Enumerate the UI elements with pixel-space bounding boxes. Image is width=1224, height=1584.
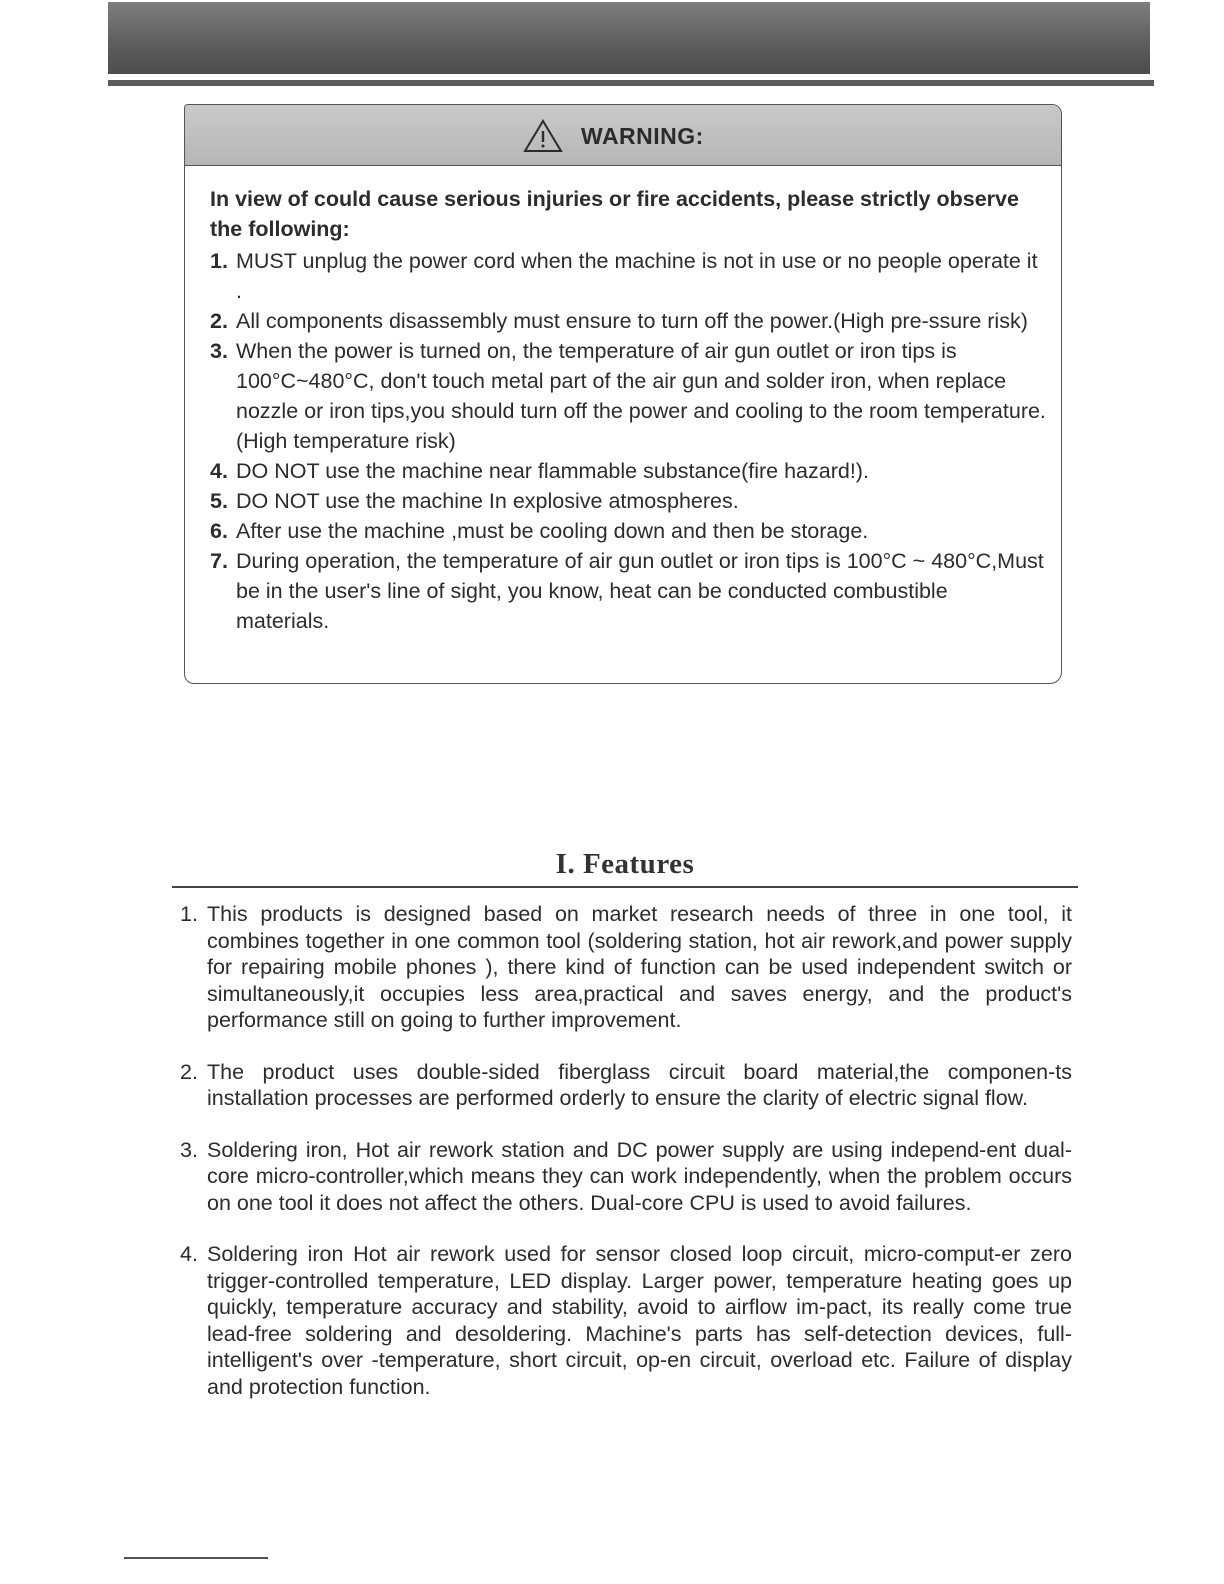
warning-item-number: 7. [210,549,228,573]
features-list [180,901,1072,1425]
features-section-title: I. Features [555,848,695,880]
warning-item-number: 6. [210,519,228,543]
warning-item-number: 2. [210,309,228,333]
warning-item [210,246,1046,306]
warning-item-text: All components disassembly must ensure to turn off the power.(High pre-ssure risk) [236,309,1028,333]
feature-item [180,1137,1072,1217]
warning-item-text: After use the machine ,must be cooling down and then be storage. [236,519,869,543]
warning-item-number: 4. [210,459,228,483]
warning-item [210,486,1046,516]
warning-item-number: 5. [210,489,228,513]
warning-triangle-icon [523,119,563,153]
warning-intro: In view of could cause serious injuries or fire accidents, please strictly observe the following: [210,187,1019,241]
feature-item-text: Soldering iron, Hot air rework station and DC power supply are using independ-ent dual-core micro-controller,which means they can work independently, when the problem occurs on one tool it does not affect the others. Dual-core CPU is used to avoid failures. [207,1137,1072,1215]
feature-item [180,1059,1072,1112]
header-rule [108,80,1154,86]
header-banner [108,2,1150,74]
warning-header [185,105,1061,166]
warning-item [210,306,1046,336]
feature-item-number: 4. [180,1242,198,1266]
warning-item-number: 3. [210,339,228,363]
feature-item-number: 2. [180,1059,198,1084]
warning-item-text: DO NOT use the machine In explosive atmospheres. [236,489,739,513]
warning-body [210,184,1046,636]
warning-item [210,516,1046,546]
feature-item [180,901,1072,1034]
warning-item-text: MUST unplug the power cord when the machine is not in use or no people operate it . [236,249,1038,303]
warning-item-text: DO NOT use the machine near flammable substance(fire hazard!). [236,459,869,483]
warning-item [210,546,1046,636]
warning-item [210,456,1046,486]
feature-item-number: 3. [180,1137,198,1162]
feature-item-number: 1. [180,902,198,926]
features-title-rule [172,886,1078,888]
warning-item-text: During operation, the temperature of air gun outlet or iron tips is 100°C ~ 480°C,Must be in the user's line of sight, you know, heat can be conducted combustible materials. [236,549,1044,633]
warning-title: WARNING: [581,122,704,149]
warning-item-number: 1. [210,249,228,273]
warning-item-text: When the power is turned on, the temperature of air gun outlet or iron tips is 100°C~480°C, don't touch metal part of the air gun and solder iron, when replace nozzle or iron tips,you should turn off the power and cooling to the room temperature.(High temperature risk) [236,339,1046,453]
warning-title-wrap [523,119,704,153]
footnote-rule [124,1557,268,1559]
feature-item [180,1241,1072,1400]
feature-item-text: Soldering iron Hot air rework used for sensor closed loop circuit, micro-comput-er zero trigger-controlled temperature, LED display. Larger power, temperature heating goes up quickly, temperature accuracy and stability, avoid to airflow im-pact, its really come true lead-free soldering and desoldering. Machine's parts has self-detection devices, full-intelligent's over -temperature, short circuit, op-en circuit, overload etc. Failure of display and protection function. [207,1242,1072,1399]
feature-item-text: The product uses double-sided fiberglass circuit board material,the componen-ts installation processes are performed orderly to ensure the clarity of electric signal flow. [207,1059,1072,1110]
feature-item-text: This products is designed based on market research needs of three in one tool, it combines together in one common tool (soldering station, hot air rework,and power supply for repairing mobile phones ), there kind of function can be used independent switch or simultaneously,it occupies less area,practical and saves energy, and the product's performance still on going to further improvement. [207,902,1072,1032]
warning-item [210,336,1046,456]
